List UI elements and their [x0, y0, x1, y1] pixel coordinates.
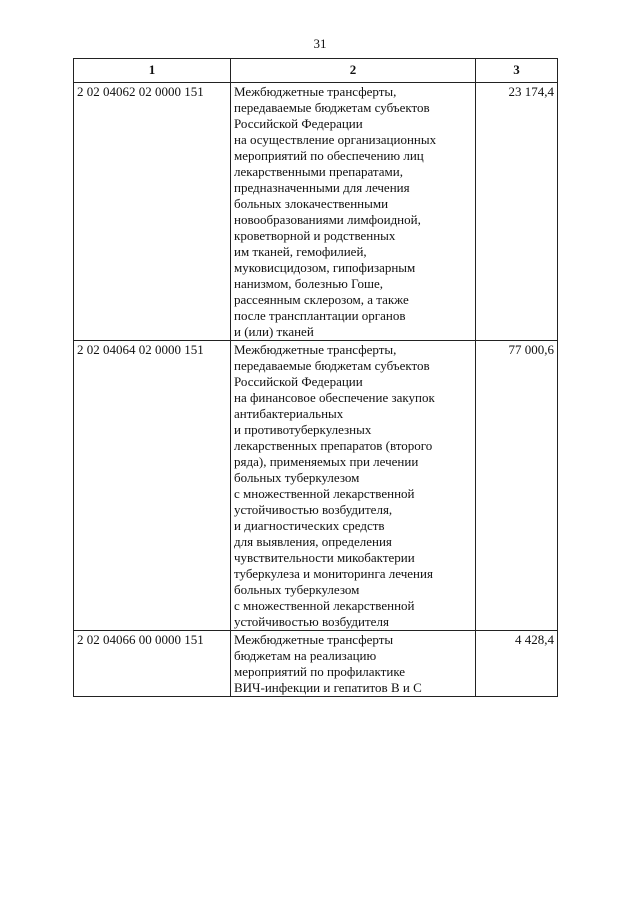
description-cell — [231, 83, 476, 341]
amount-cell: 23 174,4 — [476, 83, 558, 341]
budget-code-cell: 2 02 04066 00 0000 151 — [74, 631, 231, 697]
description-line: новообразованиями лимфоидной, — [234, 212, 421, 227]
description-line: муковисцидозом, гипофизарным — [234, 260, 416, 275]
column-header-2: 2 — [231, 59, 476, 83]
description-line: с множественной лекарственной — [234, 598, 415, 613]
table-row — [74, 83, 558, 341]
description-line: нанизмом, болезнью Гоше, — [234, 276, 384, 291]
description-line: им тканей, гемофилией, — [234, 244, 367, 259]
amount-cell: 4 428,4 — [476, 631, 558, 697]
description-line: устойчивостью возбудителя — [234, 614, 389, 629]
description-line: антибактериальных — [234, 406, 344, 421]
description-line: Российской Федерации — [234, 116, 363, 131]
column-header-1: 1 — [74, 59, 231, 83]
description-line: ВИЧ-инфекции и гепатитов В и С — [234, 680, 422, 695]
header-row — [74, 59, 558, 83]
budget-table — [73, 58, 558, 697]
description-line: передаваемые бюджетам субъектов — [234, 358, 430, 373]
description-line: мероприятий по обеспечению лиц — [234, 148, 424, 163]
description-line: и противотуберкулезных — [234, 422, 372, 437]
description-line: ряда), применяемых при лечении — [234, 454, 419, 469]
description-line: лекарственными препаратами, — [234, 164, 403, 179]
amount-cell: 77 000,6 — [476, 341, 558, 631]
table-row — [74, 341, 558, 631]
description-line: лекарственных препаратов (второго — [234, 438, 433, 453]
description-line: кроветворной и родственных — [234, 228, 396, 243]
description-line: предназначенными для лечения — [234, 180, 410, 195]
description-line: с множественной лекарственной — [234, 486, 415, 501]
description-cell — [231, 631, 476, 697]
description-line: чувствительности микобактерии — [234, 550, 415, 565]
budget-code-cell: 2 02 04062 02 0000 151 — [74, 83, 231, 341]
description-line: больных злокачественными — [234, 196, 389, 211]
description-line: устойчивостью возбудителя, — [234, 502, 393, 517]
description-line: на осуществление организационных — [234, 132, 437, 147]
description-line: туберкулеза и мониторинга лечения — [234, 566, 433, 581]
description-line: бюджетам на реализацию — [234, 648, 377, 663]
description-line: на финансовое обеспечение закупок — [234, 390, 435, 405]
description-line: и диагностических средств — [234, 518, 385, 533]
column-header-3: 3 — [476, 59, 558, 83]
description-line: рассеянным склерозом, а также — [234, 292, 409, 307]
table-row — [74, 631, 558, 697]
description-line: Межбюджетные трансферты, — [234, 84, 397, 99]
budget-code-cell: 2 02 04064 02 0000 151 — [74, 341, 231, 631]
description-line: и (или) тканей — [234, 324, 314, 339]
description-line: после трансплантации органов — [234, 308, 406, 323]
description-cell — [231, 341, 476, 631]
description-line: Межбюджетные трансферты, — [234, 342, 397, 357]
page-number: 31 — [313, 36, 327, 51]
description-line: мероприятий по профилактике — [234, 664, 406, 679]
description-line: передаваемые бюджетам субъектов — [234, 100, 430, 115]
description-line: больных туберкулезом — [234, 470, 360, 485]
description-line: для выявления, определения — [234, 534, 392, 549]
description-line: Межбюджетные трансферты — [234, 632, 394, 647]
description-line: больных туберкулезом — [234, 582, 360, 597]
description-line: Российской Федерации — [234, 374, 363, 389]
